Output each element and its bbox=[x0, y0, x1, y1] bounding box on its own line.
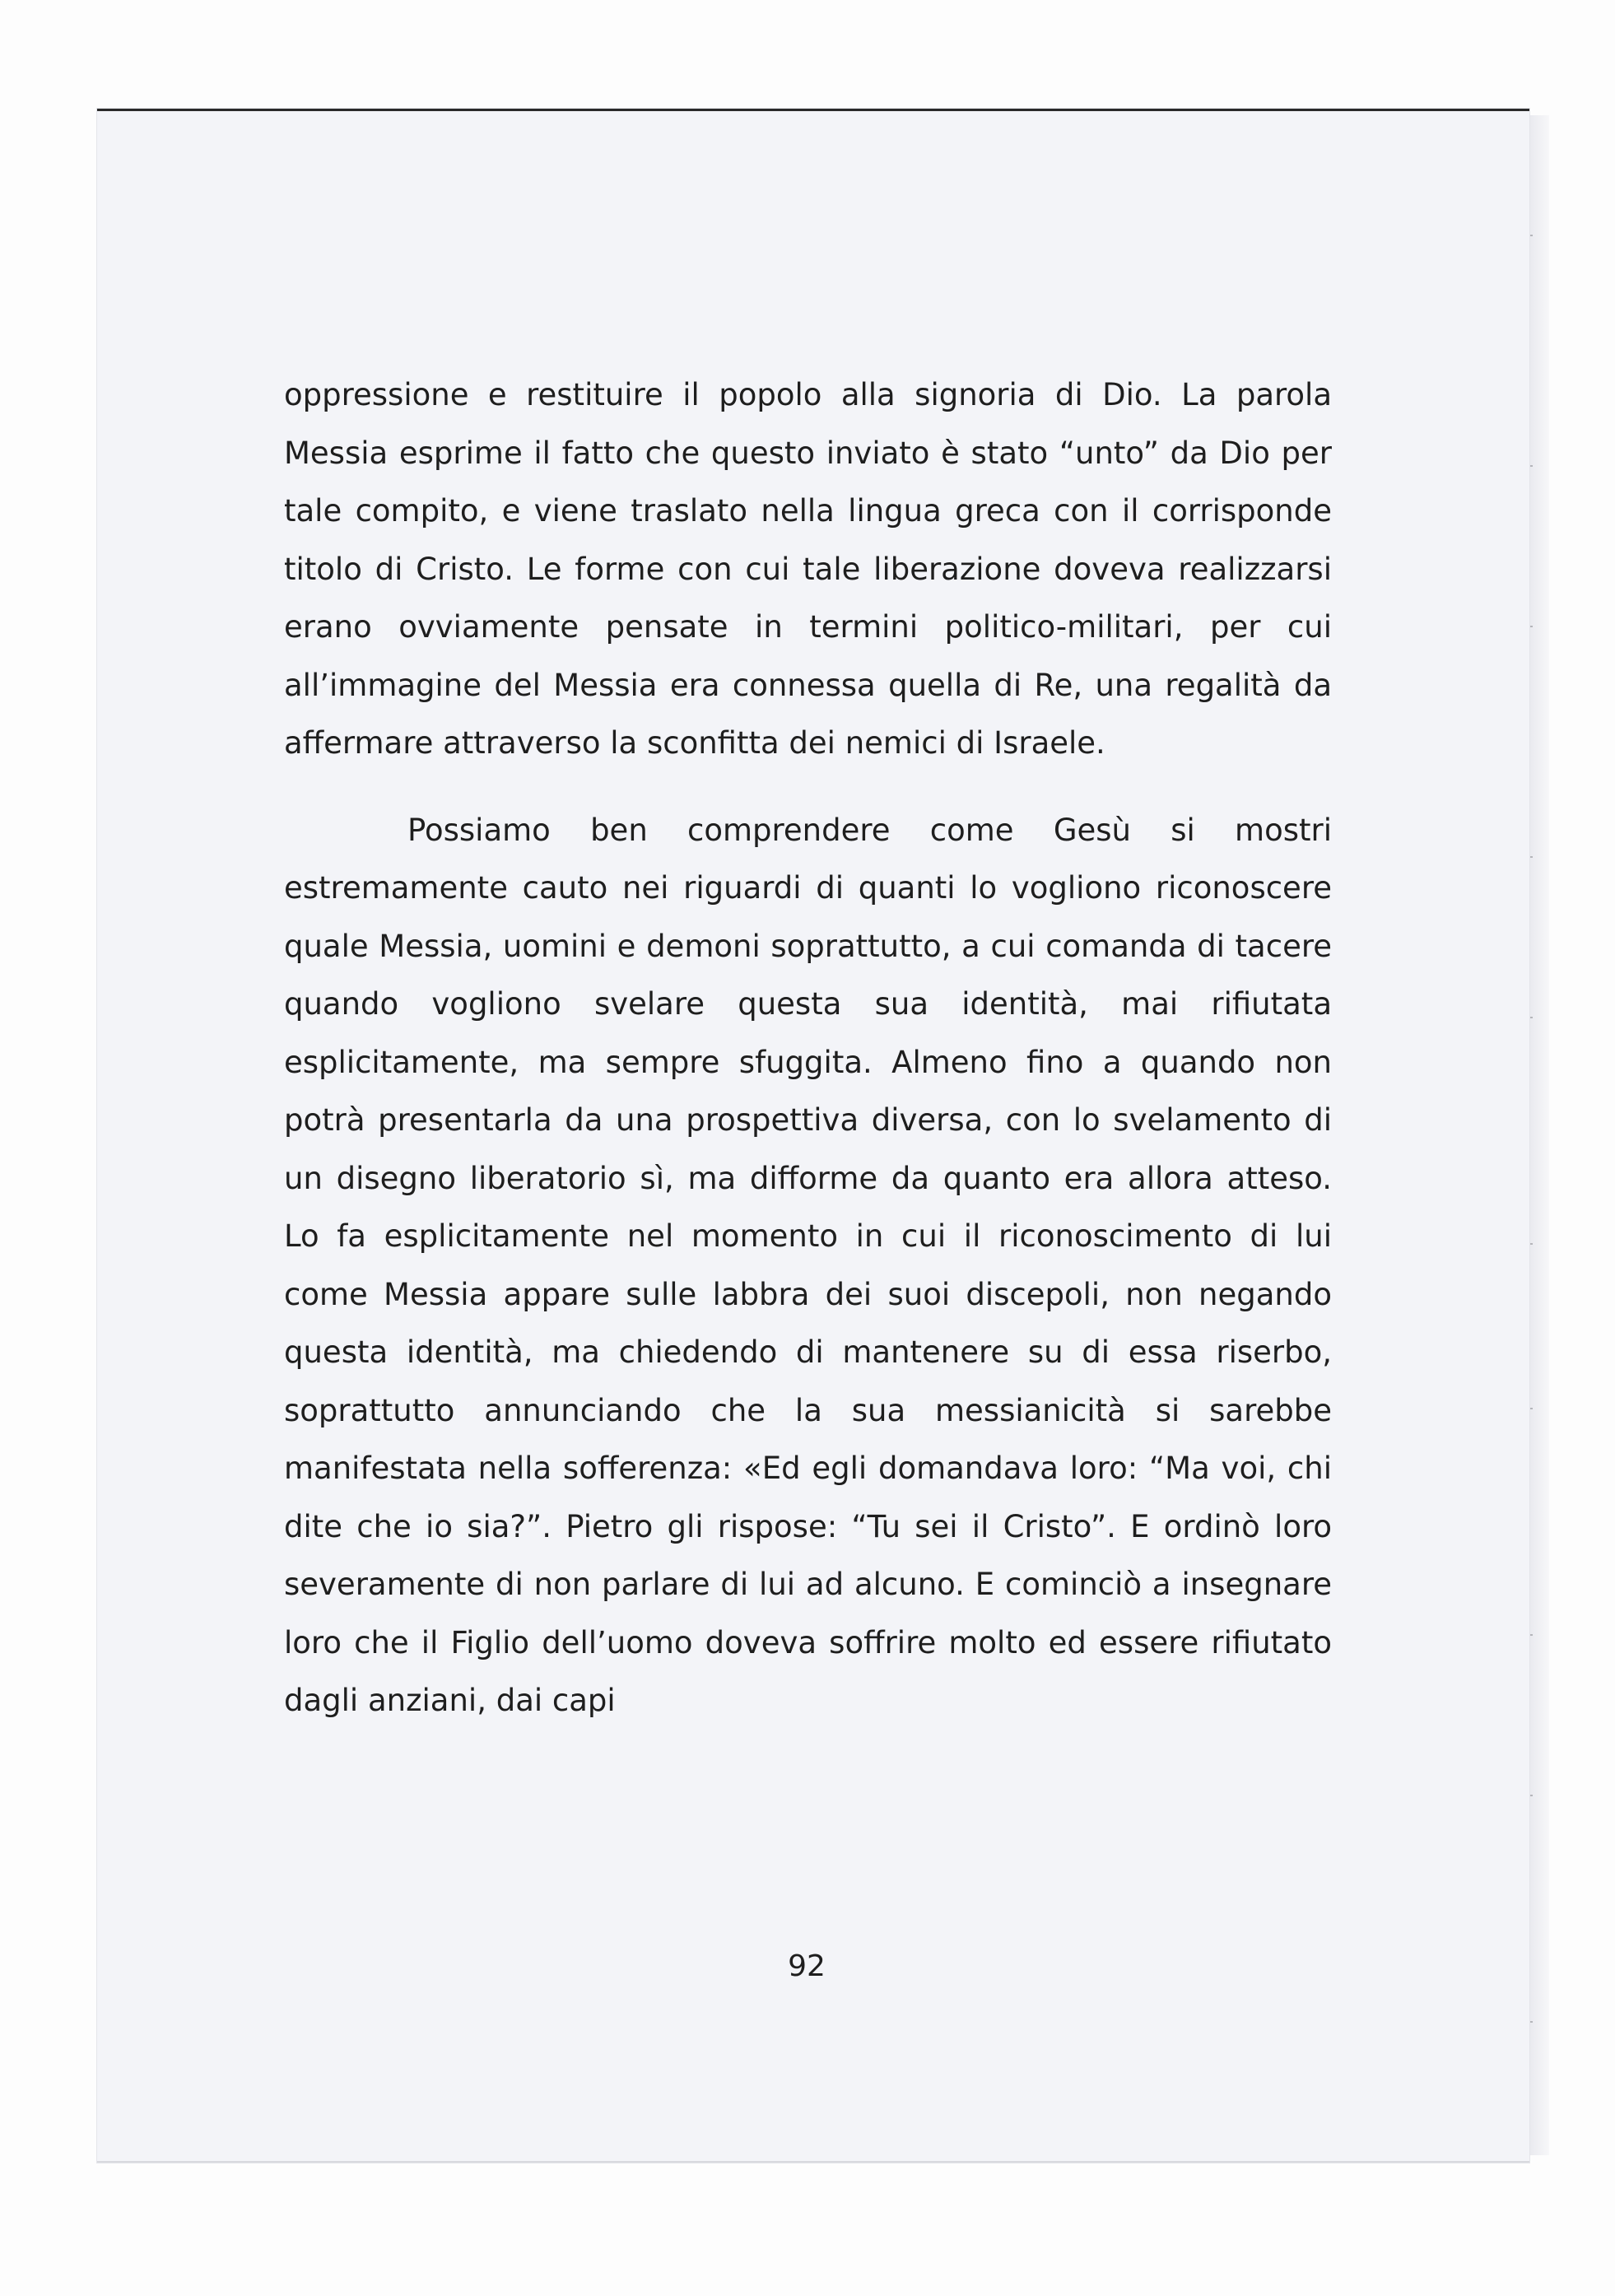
page-number: 92 bbox=[788, 1949, 826, 1983]
paragraph-1: oppressione e restituire il popolo alla signoria di Dio. La parola Messia esprime il fatto che questo inviato è stato “unto” da Dio per tale compito, e viene traslato nella lingua greca con il corrisponde titolo di Cristo. Le forme con cui tale liberazione doveva realizzarsi erano ovviamente pensate in termini politico-militari, per cui all’immagine del Messia era connessa quella di Re, una regalità da affermare attraverso la sconfitta dei nemici di Israele. bbox=[284, 377, 1332, 761]
paragraph-2: Possiamo ben comprendere come Gesù si mostri estremamente cauto nei riguardi di quanti lo vogliono riconoscere quale Messia, uomini e demoni soprattutto, a cui comanda di tacere quando vogliono svelare questa sua identità, mai rifiutata esplicitamente, ma sempre sfuggita. Almeno fino a quando non potrà presentarla da una prospettiva diversa, con lo svelamento di un disegno liberatorio sì, ma difforme da quanto era allora atteso. Lo fa esplicitamente nel momento in cui il riconoscimento di lui come Messia appare sulle labbra dei suoi discepoli, non negando questa identità, ma chiedendo di mantenere su di essa riserbo, soprattutto annunciando che la sua messianicità si sarebbe manifestata nella sofferenza: «Ed egli domandava loro: “Ma voi, chi dite che io sia?”. Pietro gli rispose: “Tu sei il Cristo”. E ordinò loro severamente di non parlare di lui ad alcuno. E cominciò a insegnare loro che il Figlio dell’uomo doveva soffrire molto ed essere rifiutato dagli anziani, dai capi bbox=[284, 812, 1332, 1718]
page-edge bbox=[1527, 115, 1549, 2155]
body-text bbox=[284, 366, 1332, 1730]
